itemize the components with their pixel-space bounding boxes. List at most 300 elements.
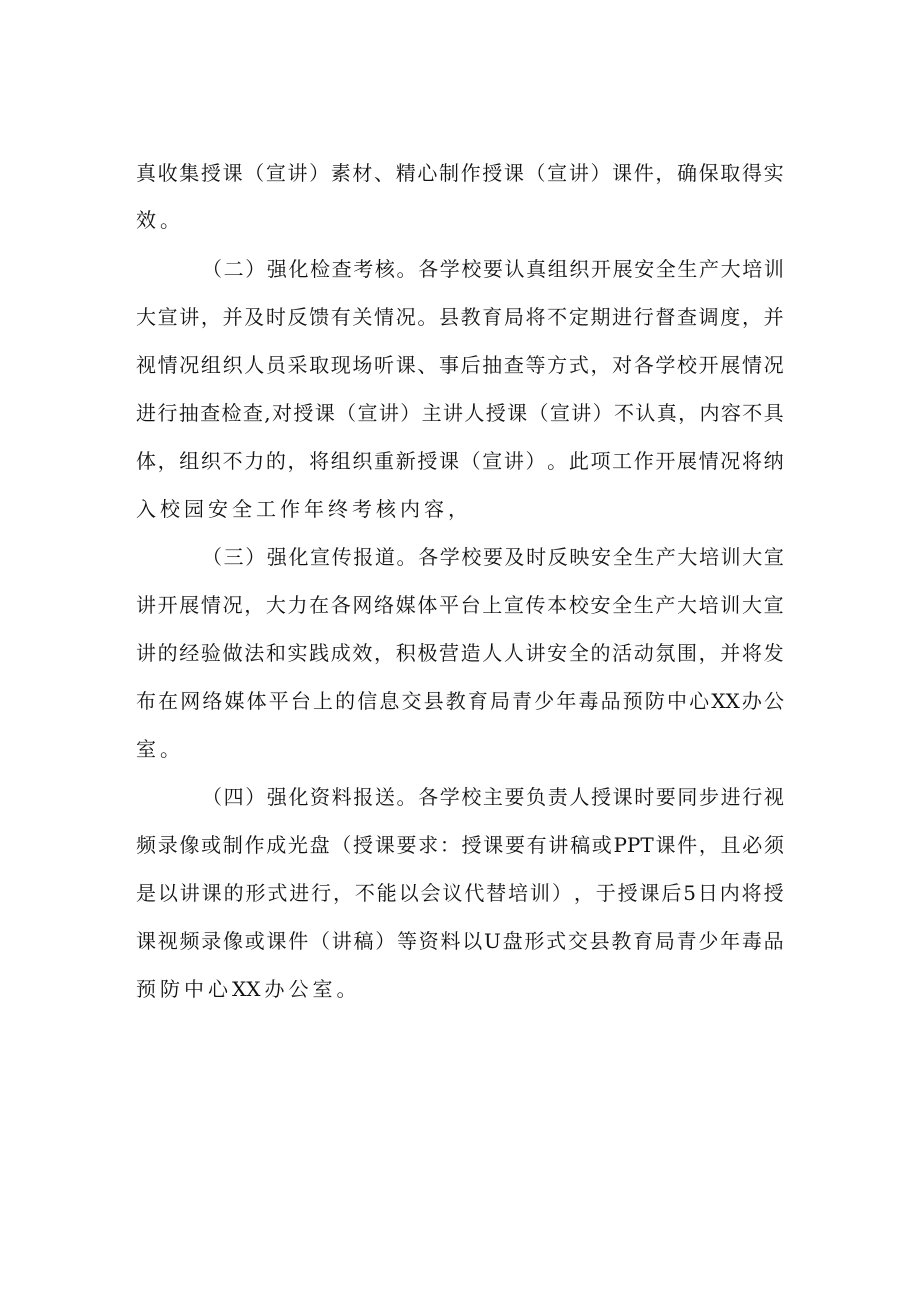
text-glyph: 宣 [310, 545, 331, 569]
text-glyph: 传 [525, 593, 546, 617]
text-glyph: 将 [309, 449, 330, 473]
text-glyph: 及 [244, 305, 265, 329]
text-glyph: 授 [200, 161, 221, 185]
text-glyph: 反 [287, 305, 308, 329]
text-glyph: ） [400, 401, 421, 425]
text-glyph: 容 [424, 497, 444, 521]
text-glyph: 并 [720, 641, 741, 665]
text-glyph: 开 [157, 593, 178, 617]
text-glyph: 局 [654, 929, 675, 953]
text-glyph: 查 [331, 257, 352, 281]
text-glyph: 安 [634, 257, 655, 281]
text-glyph: 宣 [357, 401, 378, 425]
text-glyph: 送 [374, 785, 395, 809]
text-row [136, 200, 784, 240]
text-glyph: 青 [676, 929, 697, 953]
text-glyph: 取 [309, 353, 330, 377]
text-glyph: 中 [667, 689, 687, 713]
text-glyph: （ [528, 401, 549, 425]
text-glyph: 安 [547, 641, 568, 665]
text-glyph: ， [244, 593, 265, 617]
text-glyph: 代 [464, 881, 485, 905]
text-glyph: 进 [612, 305, 633, 329]
text-glyph: 大 [136, 305, 156, 329]
text-glyph: 展 [179, 593, 200, 617]
text-glyph: 核 [374, 257, 395, 281]
text-row [136, 825, 784, 865]
text-glyph: 造 [460, 641, 481, 665]
text-glyph: 年 [556, 689, 577, 713]
text-glyph: 宣 [265, 161, 286, 185]
text-glyph: 少 [698, 929, 719, 953]
text-glyph: 授 [353, 833, 374, 857]
line-09 [0, 537, 920, 577]
text-glyph: 盘 [502, 929, 523, 953]
text-glyph: 强 [266, 257, 287, 281]
text-glyph: 式 [267, 881, 288, 905]
text-glyph: 或 [201, 833, 222, 857]
text-glyph: 件 [288, 929, 309, 953]
text-glyph: 成 [266, 833, 287, 857]
text-glyph: ） [309, 161, 330, 185]
text-row [136, 153, 784, 193]
text-glyph: 人 [569, 785, 590, 809]
text-glyph: 或 [591, 833, 612, 857]
text-glyph: 训 [763, 257, 784, 281]
text-glyph: 青 [512, 689, 533, 713]
text-glyph: （ [460, 449, 481, 473]
text-glyph: 抽 [482, 353, 503, 377]
text-glyph: 实 [763, 161, 784, 185]
text-glyph: 平 [438, 593, 459, 617]
text-glyph: 将 [525, 305, 546, 329]
text-glyph: 四 [223, 785, 244, 809]
text-glyph: 、 [417, 353, 438, 377]
text-glyph: 查 [677, 305, 698, 329]
text-glyph: 况 [222, 593, 243, 617]
text-glyph: 育 [482, 305, 503, 329]
text-glyph: ， [590, 353, 611, 377]
line-05 [0, 345, 920, 385]
text-glyph: 求 [418, 833, 439, 857]
line-17 [0, 921, 920, 961]
text-glyph: 讲 [331, 929, 352, 953]
text-glyph: 本 [547, 593, 568, 617]
text-glyph: 织 [200, 449, 221, 473]
text-glyph: 终 [328, 497, 348, 521]
text-glyph: 并 [763, 305, 784, 329]
text-glyph: 展 [677, 449, 698, 473]
text-glyph: 作 [460, 161, 481, 185]
text-glyph: 课 [201, 881, 222, 905]
text-glyph: 法 [244, 641, 265, 665]
text-glyph: 营 [438, 641, 459, 665]
text-glyph: 生 [677, 257, 698, 281]
text-glyph: 做 [222, 641, 243, 665]
text-glyph: 授 [482, 161, 503, 185]
text-glyph: 后 [661, 881, 682, 905]
text-glyph: 校 [461, 257, 482, 281]
text-glyph: 时 [526, 545, 547, 569]
text-glyph: 频 [136, 833, 156, 857]
text-glyph: （ [525, 161, 546, 185]
text-glyph: 等 [397, 929, 417, 953]
text-glyph: 查 [503, 353, 524, 377]
text-glyph: 全 [612, 593, 633, 617]
text-glyph: 要 [396, 833, 417, 857]
text-glyph: ， [333, 881, 354, 905]
text-glyph: 督 [655, 305, 676, 329]
text-glyph: 检 [221, 401, 242, 425]
text-glyph: 视 [763, 785, 784, 809]
text-glyph: 宣 [482, 449, 503, 473]
text-glyph: 组 [200, 353, 221, 377]
text-glyph: 效 [352, 641, 373, 665]
text-glyph: 况 [395, 305, 416, 329]
text-glyph: 像 [179, 833, 200, 857]
text-row [136, 489, 784, 529]
text-glyph: （ [336, 401, 357, 425]
text-glyph: 以 [462, 929, 483, 953]
text-glyph: 真 [656, 401, 677, 425]
text-glyph: 各 [418, 785, 439, 809]
text-glyph: 办 [741, 689, 762, 713]
text-glyph: 力 [244, 449, 265, 473]
text-glyph: 件 [677, 833, 698, 857]
text-glyph: 检 [310, 257, 331, 281]
text-glyph: 安 [590, 593, 611, 617]
text-glyph: 且 [720, 833, 741, 857]
text-glyph: PPT [613, 833, 654, 857]
text-glyph: 有 [526, 833, 547, 857]
text-glyph: ， [374, 641, 395, 665]
text-glyph: 况 [179, 353, 200, 377]
text-glyph: 网 [180, 689, 201, 713]
text-glyph: 课 [639, 881, 660, 905]
text-glyph: 反 [547, 545, 568, 569]
text-glyph: 课 [612, 785, 633, 809]
text-glyph: 室 [312, 977, 333, 1001]
text-glyph: 传 [331, 545, 352, 569]
text-glyph: 生 [634, 545, 655, 569]
text-glyph: 讲 [136, 593, 156, 617]
text-glyph: 全 [232, 497, 252, 521]
line-14 [0, 777, 920, 817]
text-glyph: 授 [417, 449, 438, 473]
text-glyph: 式 [546, 929, 567, 953]
text-glyph: 抽 [178, 401, 199, 425]
text-glyph: 作 [633, 449, 654, 473]
text-glyph: ， [655, 161, 676, 185]
text-glyph: 二 [223, 257, 244, 281]
text-glyph: 课 [483, 833, 504, 857]
text-glyph: 化 [288, 785, 309, 809]
text-glyph: 况 [763, 353, 784, 377]
text-glyph: 议 [442, 881, 463, 905]
text-glyph: 稿 [570, 833, 591, 857]
text-glyph: 。 [396, 545, 417, 569]
text-glyph: 开 [698, 353, 719, 377]
text-glyph: 园 [184, 497, 204, 521]
text-glyph: 形 [245, 881, 266, 905]
text-glyph: 心 [689, 689, 710, 713]
text-glyph: XX [232, 977, 261, 1001]
line-03 [0, 249, 920, 289]
text-glyph: 课 [314, 401, 335, 425]
text-glyph: 件 [633, 161, 654, 185]
text-glyph: 要 [504, 833, 525, 857]
line-11 [0, 633, 920, 673]
text-glyph: 5 [683, 881, 696, 905]
text-glyph: 上 [313, 689, 333, 713]
text-glyph: 将 [741, 641, 762, 665]
text-glyph: 践 [309, 641, 330, 665]
text-glyph: 宣 [549, 401, 570, 425]
line-15 [0, 825, 920, 865]
text-glyph: 培 [698, 593, 719, 617]
text-glyph: （ [202, 257, 222, 281]
text-glyph: 不 [547, 305, 568, 329]
text-glyph: 全 [655, 257, 676, 281]
text-glyph: 不 [613, 401, 634, 425]
text-glyph: 展 [612, 257, 633, 281]
text-glyph: 验 [200, 641, 221, 665]
text-glyph: 讲 [287, 161, 308, 185]
text-glyph: 生 [633, 593, 654, 617]
text-glyph: 此 [568, 449, 589, 473]
text-glyph: 场 [352, 353, 373, 377]
text-glyph: 新 [395, 449, 416, 473]
text-glyph: 以 [157, 881, 178, 905]
text-glyph: 化 [288, 257, 309, 281]
text-glyph: 授 [763, 881, 784, 905]
text-glyph: 活 [612, 641, 633, 665]
text-glyph: 体 [417, 593, 438, 617]
text-glyph: 网 [352, 593, 373, 617]
text-glyph: 年 [304, 497, 324, 521]
text-glyph: 课 [374, 833, 395, 857]
text-glyph: 的 [335, 689, 356, 713]
text-glyph: 课 [266, 929, 287, 953]
text-glyph: 主 [482, 785, 503, 809]
text-glyph: 关 [352, 305, 373, 329]
text-glyph: 化 [288, 545, 309, 569]
text-glyph: 讲 [442, 401, 463, 425]
text-glyph: 公 [763, 689, 784, 713]
text-glyph: 品 [763, 929, 784, 953]
text-glyph: 步 [699, 785, 720, 809]
text-glyph: 课 [655, 833, 676, 857]
text-glyph: 宣 [763, 545, 784, 569]
text-glyph: 馈 [309, 305, 330, 329]
text-glyph: 讲 [568, 161, 589, 185]
text-row [136, 345, 784, 385]
text-glyph: 大 [741, 593, 762, 617]
text-glyph: 情 [741, 353, 762, 377]
text-glyph: 考 [353, 257, 374, 281]
text-glyph: ） [525, 449, 546, 473]
text-glyph: 式 [568, 353, 589, 377]
text-glyph: 行 [311, 881, 332, 905]
text-glyph: 授 [461, 833, 482, 857]
text-glyph: 课 [395, 353, 416, 377]
text-glyph: 料 [440, 929, 461, 953]
text-glyph: 心 [417, 161, 438, 185]
text-glyph: 制 [222, 833, 243, 857]
text-glyph: 授 [617, 881, 638, 905]
text-glyph: 讲 [179, 881, 200, 905]
text-glyph: 体 [246, 689, 267, 713]
text-glyph: 资 [310, 785, 331, 809]
line-10 [0, 585, 920, 625]
text-glyph: 组 [179, 449, 200, 473]
text-glyph: 及 [504, 545, 525, 569]
text-glyph: 校 [677, 353, 698, 377]
text-glyph: 进 [136, 401, 156, 425]
text-glyph: 络 [202, 689, 223, 713]
text-glyph: 布 [136, 689, 156, 713]
text-glyph: 训 [530, 881, 551, 905]
text-glyph: 行 [157, 401, 178, 425]
text-glyph: 培 [699, 545, 720, 569]
text-glyph: 讲 [525, 641, 546, 665]
text-glyph: 况 [720, 449, 741, 473]
text-glyph: 围 [677, 641, 698, 665]
text-glyph: 纳 [763, 449, 784, 473]
text-glyph: 预 [136, 977, 156, 1001]
text-glyph: 讲 [179, 305, 200, 329]
text-glyph: 映 [569, 545, 590, 569]
text-glyph: 等 [525, 353, 546, 377]
text-glyph: 强 [266, 545, 287, 569]
text-glyph: （ [202, 545, 222, 569]
text-glyph: 各 [418, 257, 439, 281]
line-08 [0, 489, 920, 529]
text-glyph: 毒 [741, 929, 762, 953]
text-glyph: 课 [438, 449, 459, 473]
text-glyph: 交 [567, 929, 588, 953]
line-13 [0, 729, 920, 769]
text-glyph: ， [287, 449, 308, 473]
text-glyph: 频 [179, 929, 200, 953]
text-glyph: 期 [590, 305, 611, 329]
text-glyph: 对 [612, 353, 633, 377]
text-glyph: 报 [353, 785, 374, 809]
text-glyph: 媒 [224, 689, 245, 713]
text-glyph: 校 [461, 785, 482, 809]
text-glyph: 于 [595, 881, 616, 905]
text-glyph: 主 [421, 401, 442, 425]
text-glyph: 核 [376, 497, 396, 521]
text-glyph: ， [200, 305, 221, 329]
text-glyph: 开 [590, 257, 611, 281]
text-glyph: 开 [655, 449, 676, 473]
text-glyph: 时 [634, 785, 655, 809]
text-glyph: 会 [420, 881, 441, 905]
text-glyph: 教 [460, 305, 481, 329]
text-glyph: 认 [635, 401, 656, 425]
text-glyph: 视 [136, 353, 156, 377]
text-glyph: 人 [482, 641, 503, 665]
text-glyph: 预 [622, 689, 643, 713]
text-glyph: 能 [376, 881, 397, 905]
text-glyph: ） [375, 929, 396, 953]
text-glyph: 局 [490, 689, 510, 713]
text-glyph: 大 [720, 257, 741, 281]
text-glyph: 。 [160, 737, 180, 761]
text-glyph: 织 [222, 353, 243, 377]
text-glyph: 极 [417, 641, 438, 665]
text-glyph: 须 [763, 833, 784, 857]
line-07 [0, 441, 920, 481]
text-glyph: ， [698, 833, 719, 857]
text-glyph: 进 [720, 785, 741, 809]
text-glyph: 三 [223, 545, 244, 569]
text-row [136, 441, 784, 481]
text-glyph: 行 [742, 785, 763, 809]
text-glyph: 媒 [395, 593, 416, 617]
text-glyph: 人 [464, 401, 485, 425]
text-glyph: 学 [439, 257, 460, 281]
text-glyph: ， [678, 401, 699, 425]
text-glyph: 重 [374, 449, 395, 473]
text-glyph: 员 [265, 353, 286, 377]
text-glyph: 道 [374, 545, 395, 569]
text-glyph: 育 [633, 929, 654, 953]
text-glyph: 内 [699, 401, 720, 425]
line-04 [0, 297, 920, 337]
text-glyph: 大 [265, 593, 286, 617]
text-glyph: 必 [742, 833, 763, 857]
text-glyph: ） [551, 881, 572, 905]
text-glyph: 入 [136, 497, 156, 521]
text-glyph: （ [202, 785, 222, 809]
text-glyph: 力 [287, 593, 308, 617]
text-glyph: 各 [330, 593, 351, 617]
text-glyph: 情 [698, 449, 719, 473]
text-glyph: 同 [677, 785, 698, 809]
text-glyph: 毒 [578, 689, 599, 713]
text-glyph: 像 [223, 929, 243, 953]
text-glyph: 产 [699, 257, 720, 281]
text-glyph: 。 [396, 785, 417, 809]
text-glyph: 收 [157, 161, 178, 185]
text-glyph: 大 [677, 545, 698, 569]
text-glyph: 人 [244, 353, 265, 377]
text-glyph: 的 [223, 881, 244, 905]
text-glyph: 稿 [353, 929, 374, 953]
text-row [136, 585, 784, 625]
text-glyph: 的 [265, 449, 286, 473]
text-glyph: ） [590, 161, 611, 185]
text-glyph: 在 [309, 593, 330, 617]
text-glyph: 平 [268, 689, 289, 713]
text-glyph: 时 [265, 305, 286, 329]
text-glyph: 采 [287, 353, 308, 377]
text-glyph: ） [245, 785, 266, 809]
text-glyph: 积 [395, 641, 416, 665]
text-glyph: 考 [352, 497, 372, 521]
text-glyph: 以 [398, 881, 419, 905]
text-glyph: 录 [201, 929, 222, 953]
text-glyph: 查 [200, 401, 221, 425]
text-glyph: ： [439, 833, 460, 857]
text-glyph: 公 [288, 977, 309, 1001]
text-glyph: ， [448, 497, 468, 521]
text-row [136, 969, 784, 1009]
text-glyph: 现 [330, 353, 351, 377]
text-glyph: 授 [293, 401, 314, 425]
